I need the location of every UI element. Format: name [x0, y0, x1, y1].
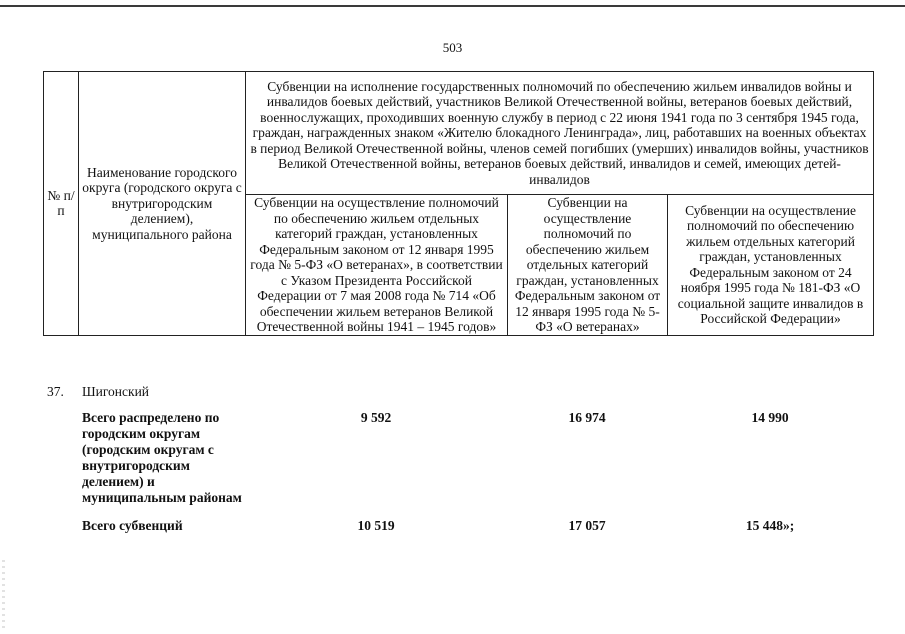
row-number: 37.: [47, 384, 64, 399]
row-name: Шигонский: [82, 384, 150, 399]
header-sub-col-1: Субвенции на осуществление полномочий по обеспечению жильем отдельных категорий граждан, установленных Федеральным законом от 12 января 1995 года № 5-ФЗ «О ветеранах», в соответствии с Указом Президента Российской Федерации от 7 мая 2008 года № 714 «Об обеспечении жильем ветеранов Великой Отечественной войны 1941 – 1945 годов»: [246, 195, 508, 336]
table-body: [43, 384, 873, 534]
row-value-2: 17 057: [568, 518, 606, 533]
table-header: [43, 71, 874, 336]
table-row: [43, 384, 873, 400]
table-row: [43, 400, 873, 506]
row-value-1: 10 519: [357, 518, 395, 533]
row-number: [43, 506, 78, 534]
row-value-3: 14 990: [751, 410, 789, 425]
row-value-2: 16 974: [568, 410, 606, 425]
header-sub-col-2: Субвенции на осуществление полномочий по обеспечению жильем отдельных категорий граждан, установленных Федеральным законом от 12 января 1995 года № 5-ФЗ «О ветеранах»: [508, 195, 668, 336]
row-number: [43, 400, 78, 506]
row-name-total-subventions: Всего субвенций: [82, 518, 183, 533]
row-name-total-distributed: Всего распределено по городским округам (городским округам с внутригородским делением) и муниципальным районам: [82, 410, 242, 505]
top-border-line: [0, 5, 905, 7]
header-col-name: Наименование городского округа (городского округа с внутригородским делением), муниципального района: [79, 72, 246, 336]
header-col-num: № п/п: [44, 72, 79, 336]
row-value-1: [245, 384, 507, 400]
row-value-1: 9 592: [360, 410, 392, 425]
scan-artifact: [2, 560, 5, 630]
page-number: 503: [442, 40, 463, 55]
table-row: [43, 506, 873, 534]
row-value-3: 15 448»;: [745, 518, 795, 533]
header-sub-col-3: Субвенции на осуществление полномочий по обеспечению жильем отдельных категорий граждан, установленных Федеральным законом от 24 ноября 1995 года № 181-ФЗ «О социальной защите инвалидов в Российской Федерации»: [668, 195, 874, 336]
row-value-2: [507, 384, 667, 400]
header-supertitle: Субвенции на исполнение государственных полномочий по обеспечению жильем инвалидов войны и инвалидов боевых действий, участников Великой Отечественной войны, ветеранов боевых действий, военнослужащих, проходивших военную службу в период с 22 июня 1941 года по 3 сентября 1945 года, граждан, награжденных знаком «Жителю блокадного Ленинграда», лиц, работавших на военных объектах в период Великой Отечественной войны, членов семей погибших (умерших) инвалидов войны, участников Великой Отечественной войны, ветеранов боевых действий, инвалидов и семей, имеющих детей-инвалидов: [246, 72, 874, 195]
row-value-3: [667, 384, 873, 400]
